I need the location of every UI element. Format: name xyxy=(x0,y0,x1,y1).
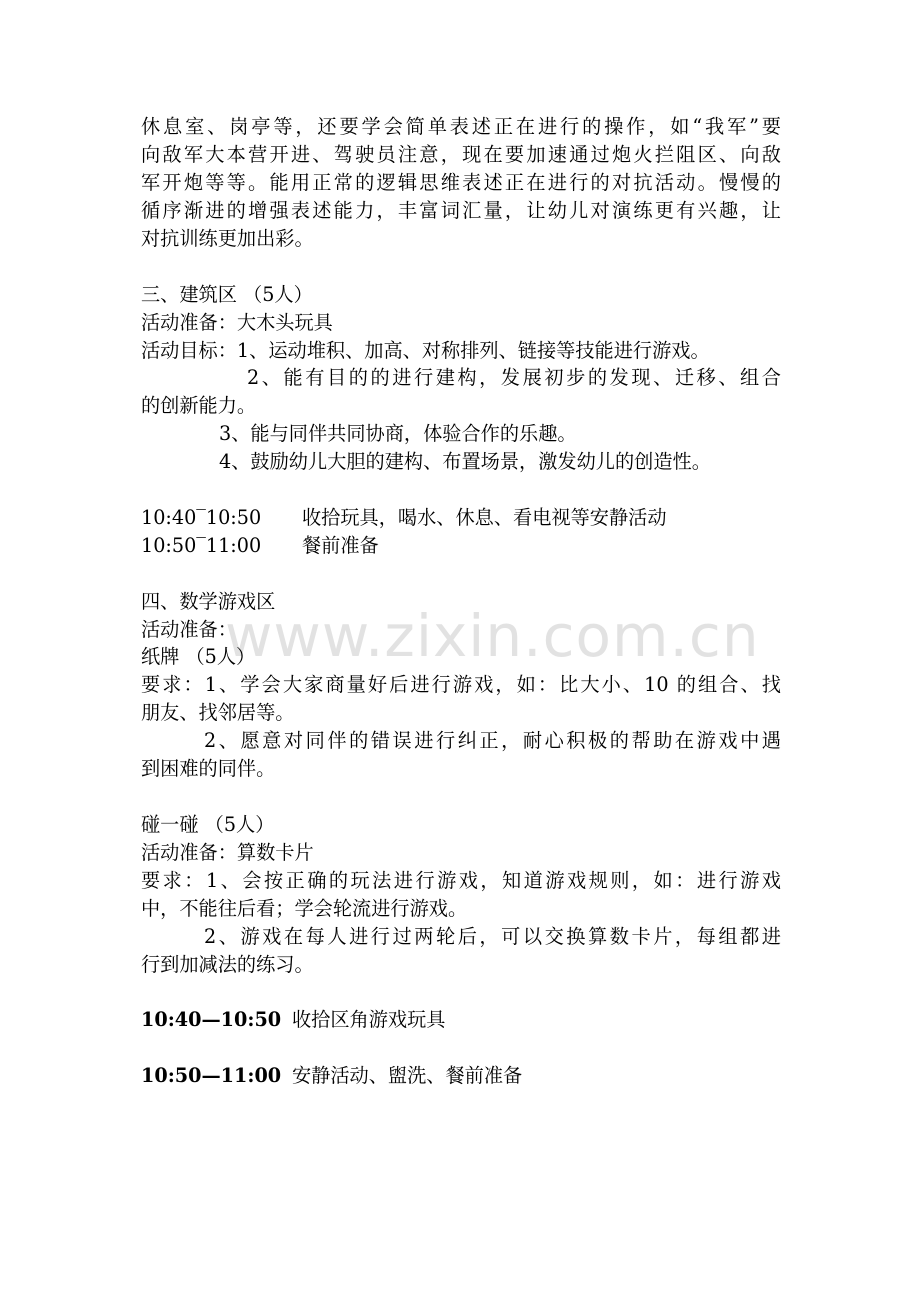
section-3-goal-2-cont: 的创新能力。 xyxy=(141,394,257,417)
section-4-heading: 四、数学游戏区 xyxy=(141,590,276,613)
section-3-heading: 三、建筑区 （5人） xyxy=(141,283,313,306)
section-4-prep: 活动准备： xyxy=(141,618,237,641)
game-2-title: 碰一碰 （5人） xyxy=(141,813,275,836)
intro-line-1: 休息室、岗亭等，还要学会简单表述正在进行的操作，如“我军”要 xyxy=(141,115,781,138)
game-1-req-2: 2、愿意对同伴的错误进行纠正，耐心积极的帮助在游戏中遇 xyxy=(204,729,781,752)
section-3-goal-4: 4、鼓励幼儿大胆的建构、布置场景，激发幼儿的创造性。 xyxy=(219,450,711,473)
game-1-req-1-cont: 朋友、找邻居等。 xyxy=(141,701,295,724)
section-3-goal-3: 3、能与同伴共同协商，体验合作的乐趣。 xyxy=(219,422,577,445)
schedule-2-activity-2: 安静活动、盥洗、餐前准备 xyxy=(292,1064,523,1087)
game-2-req-1: 要求：1、会按正确的玩法进行游戏，知道游戏规则，如：进行游戏 xyxy=(141,869,781,892)
game-2-req-1-cont: 中，不能往后看；学会轮流进行游戏。 xyxy=(141,897,468,920)
intro-line-3: 军开炮等等。能用正常的逻辑思维表述正在进行的对抗活动。慢慢的 xyxy=(141,171,781,194)
schedule-2-time-1: 10:40—10:50 xyxy=(141,1008,282,1031)
section-3-goal-1: 活动目标：1、运动堆积、加高、对称排列、链接等技能进行游戏。 xyxy=(141,339,710,362)
section-3-goal-2: 2、能有目的的进行建构，发展初步的发现、迁移、组合 xyxy=(247,366,781,389)
schedule-1-time-2: 10:50‾11:00 xyxy=(141,534,262,557)
game-1-req-2-cont: 到困难的同伴。 xyxy=(141,757,276,780)
intro-line-4: 循序渐进的增强表述能力，丰富词汇量，让幼儿对演练更有兴趣，让 xyxy=(141,199,781,222)
schedule-2-time-2: 10:50—11:00 xyxy=(141,1064,282,1087)
intro-line-5: 对抗训练更加出彩。 xyxy=(141,227,314,250)
game-2-prep: 活动准备：算数卡片 xyxy=(141,841,314,864)
game-1-title: 纸牌 （5人） xyxy=(141,645,256,668)
game-2-req-2: 2、游戏在每人进行过两轮后，可以交换算数卡片，每组都进 xyxy=(204,925,781,948)
section-3-prep: 活动准备：大木头玩具 xyxy=(141,311,333,334)
schedule-1-activity-1: 收拾玩具，喝水、休息、看电视等安静活动 xyxy=(302,506,667,529)
intro-line-2: 向敌军大本营开进、驾驶员注意，现在要加速通过炮火拦阻区、向敌 xyxy=(141,143,781,166)
game-2-req-2-cont: 行到加减法的练习。 xyxy=(141,953,314,976)
watermark: www.zixin.com.cn xyxy=(225,602,760,670)
schedule-1-time-1: 10:40‾10:50 xyxy=(141,506,262,529)
game-1-req-1: 要求：1、学会大家商量好后进行游戏，如：比大小、10 的组合、找 xyxy=(141,673,781,696)
schedule-1-activity-2: 餐前准备 xyxy=(302,534,379,557)
schedule-2-activity-1: 收拾区角游戏玩具 xyxy=(292,1008,446,1031)
